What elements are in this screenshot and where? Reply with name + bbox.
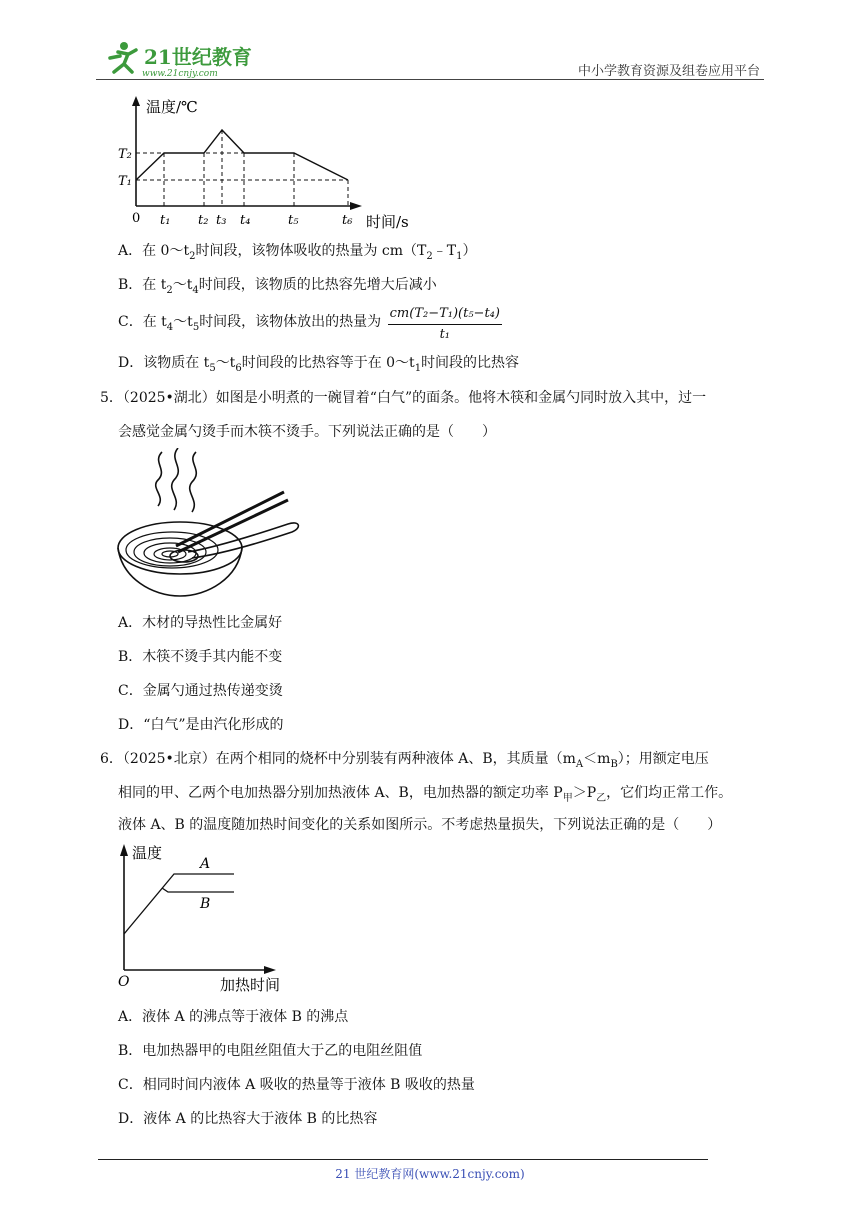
q4-xtick-t5: t₅ xyxy=(288,213,299,228)
q4-xtick-t2: t₂ xyxy=(198,213,209,228)
q4-xtick-t6: t₆ xyxy=(342,213,353,228)
q4-y-label: 温度/℃ xyxy=(146,98,198,116)
q4-xtick-t4: t₄ xyxy=(240,213,251,228)
q4-ytick-t1: T₁ xyxy=(118,174,132,189)
logo-url: www.21cnjy.com xyxy=(142,69,218,79)
q4-option-d[interactable]: D．该物质在 $t_5\sim t_6$时间段的比热容等于在 $0\sim t_1$时间段的比热容 xyxy=(118,355,520,374)
q6-stem-line1: 6．（2025•北京）在两个相同的烧杯中分别装有两种液体 A、B，其质量$(m_A<m_B)$；用额定电压 xyxy=(100,751,709,770)
q6-label-b: B xyxy=(200,896,211,912)
q6-heating-graph xyxy=(112,840,312,1004)
q5-option-a[interactable]: A．木材的导热性比金属好 xyxy=(118,615,283,631)
q4-temperature-curve xyxy=(136,130,348,180)
q5-option-b[interactable]: B．木筷不烫手其内能不变 xyxy=(118,649,283,665)
platform-name: 中小学教育资源及组卷应用平台 xyxy=(577,64,760,79)
q4-option-b[interactable]: B．在 $t_2\sim t_4$时间段，该物质的比热容先增大后减小 xyxy=(118,277,437,296)
q4-heat-formula: $\frac{\text{cm(T₂−T₁)(t₅−t₄)}}{\text{t₁}}$ xyxy=(389,306,500,342)
q6-option-b[interactable]: B．电加热器甲的电阻丝阻值大于乙的电阻丝阻值 xyxy=(118,1043,423,1059)
footer-link[interactable]: 21 世纪教育网(www.21cnjy.com) xyxy=(335,1167,525,1181)
q5-option-d[interactable]: D．“白气”是由汽化形成的 xyxy=(118,717,284,733)
q6-option-a[interactable]: A．液体 A 的沸点等于液体 B 的沸点 xyxy=(118,1009,349,1025)
spoon-icon xyxy=(170,523,298,562)
q6-stem-line2: 相同的甲、乙两个电加热器分别加热液体 A、B，电加热器的额定功率 $P_甲>P_乙$，它们均正常工作。 xyxy=(118,785,733,804)
q6-curve-a xyxy=(124,874,234,934)
q4-option-c[interactable]: C．在 $t_4\sim t_5$时间段，该物体放出的热量为 $\frac{\text{cm(T₂−T₁)(t₅−t₄)}}{\text{t₁}}$ xyxy=(118,304,502,345)
q6-curve-b xyxy=(162,888,234,892)
steam-icon xyxy=(156,448,197,512)
q6-y-label: 温度 xyxy=(132,844,163,862)
q5-stem-line2: 会感觉金属勺烫手而木筷不烫手。下列说法正确的是（ ） xyxy=(118,424,496,440)
q6-option-d[interactable]: D．液体 A 的比热容大于液体 B 的比热容 xyxy=(118,1111,378,1127)
q5-stem-line1: 5．（2025•湖北）如图是小明煮的一碗冒着“白气”的面条。他将木筷和金属勺同时放入其中，过一 xyxy=(100,390,707,406)
q4-xtick-t1: t₁ xyxy=(160,213,171,228)
q6-origin: O xyxy=(118,974,130,990)
q4-xtick-t3: t₃ xyxy=(216,213,227,228)
q4-ytick-t2: T₂ xyxy=(118,147,132,162)
q6-y-arrow xyxy=(120,844,128,856)
noodle-bowl-image xyxy=(112,448,312,602)
q4-x-arrow xyxy=(350,202,362,210)
q6-option-c[interactable]: C．相同时间内液体 A 吸收的热量等于液体 B 吸收的热量 xyxy=(118,1077,475,1093)
site-logo xyxy=(96,38,266,80)
q5-option-c[interactable]: C．金属勺通过热传递变烫 xyxy=(118,683,283,699)
q6-stem-line3: 液体 A、B 的温度随加热时间变化的关系如图所示。不考虑热量损失，下列说法正确的是（ ） xyxy=(118,817,722,833)
header-divider xyxy=(96,79,764,80)
q6-label-a: A xyxy=(200,856,211,872)
footer-divider xyxy=(98,1159,708,1160)
q4-temperature-graph xyxy=(110,94,430,238)
q4-x-label: 时间/s xyxy=(366,213,409,231)
q4-option-a[interactable]: A．在 $0\sim t_2$时间段，该物体吸收的热量为 $cm(T_2﹣T_1)$ xyxy=(118,243,477,262)
logo-text: 21世纪教育 xyxy=(144,45,252,69)
q6-x-label: 加热时间 xyxy=(220,976,281,994)
q4-origin: 0 xyxy=(132,211,141,226)
q4-y-arrow xyxy=(132,96,140,106)
q4-guides xyxy=(136,130,348,206)
bowl-icon xyxy=(118,522,242,596)
q6-x-arrow xyxy=(264,966,276,974)
runner-icon xyxy=(110,42,136,72)
